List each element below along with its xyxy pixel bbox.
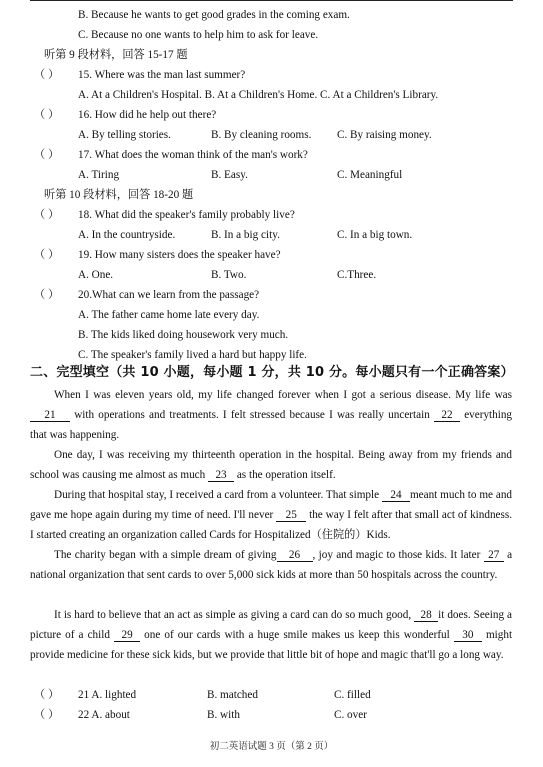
- q16-answer-paren[interactable]: （ ）: [34, 109, 60, 121]
- passage-paragraph-1: [30, 385, 512, 445]
- q16-option-b: B. By cleaning rooms.: [211, 129, 312, 141]
- p5-text-d: might provide medicine for these sick kids, but we provide that little bit of hope and magic that'll go a long way.: [30, 629, 513, 661]
- p3-text-a: During that hospital stay, I received a card from a volunteer. That simple: [54, 489, 380, 501]
- p1-text-c: everything that was happening.: [30, 409, 513, 441]
- passage-paragraph-3: [30, 485, 512, 545]
- passage-paragraph-5: [30, 605, 512, 665]
- p2-text-b: as the operation itself.: [236, 469, 336, 481]
- blank-21[interactable]: 21: [30, 409, 70, 422]
- q18-option-a: A. In the countryside.: [78, 229, 176, 241]
- q20-option-b: B. The kids liked doing housework very much.: [78, 329, 289, 341]
- q19-answer-paren[interactable]: （ ）: [34, 249, 60, 261]
- q15-options: A. At a Children's Hospital. B. At a Children's Home. C. At a Children's Library.: [78, 89, 439, 101]
- p5-text-c: one of our cards with a huge smile makes us keep this wonderful: [144, 629, 450, 641]
- q18-answer-paren[interactable]: （ ）: [34, 209, 60, 221]
- q19-question: 19. How many sisters does the speaker have?: [78, 249, 281, 261]
- page-footer: 初二英语试题 3 页（第 2 页）: [209, 742, 334, 752]
- q21-answer-paren[interactable]: （ ）: [34, 689, 60, 701]
- q18-option-c: C. In a big town.: [337, 229, 413, 241]
- q20-question: 20.What can we learn from the passage?: [78, 289, 260, 301]
- q19-option-b: B. Two.: [211, 269, 247, 281]
- passage-paragraph-4: [30, 545, 512, 585]
- p1-text-a: When I was eleven years old, my life changed forever when I got a serious disease. My life was: [54, 389, 512, 401]
- q17-answer-paren[interactable]: （ ）: [34, 149, 60, 161]
- q18-option-b: B. In a big city.: [211, 229, 280, 241]
- p3-text-c: the way I felt after that small act of kindness. I started creating an organization called Cards for Hospitalized（住院的）Kids.: [30, 509, 513, 541]
- blank-28[interactable]: 28: [414, 609, 438, 622]
- top-rule: [30, 0, 513, 1]
- blank-22[interactable]: 22: [434, 409, 460, 422]
- p4-text-a: The charity began with a simple dream of giving: [54, 549, 277, 561]
- q17-question: 17. What does the woman think of the man's work?: [78, 149, 308, 161]
- listening-instruction-10: 听第 10 段材料，回答 18-20 题: [44, 189, 194, 201]
- q22-option-c: C. over: [334, 709, 367, 721]
- p5-text-b: it does. Seeing a picture of a child: [30, 609, 513, 641]
- q21-option-c: C. filled: [334, 689, 371, 701]
- section-2-title: 二、完型填空（共 10 小题，每小题 1 分，共 10 分。每小题只有一个正确答案）: [30, 365, 514, 380]
- blank-25[interactable]: 25: [276, 509, 306, 522]
- q16-option-a: A. By telling stories.: [78, 129, 171, 141]
- q19-option-a: A. One.: [78, 269, 114, 281]
- q17-option-c: C. Meaningful: [337, 169, 403, 181]
- q16-option-c: C. By raising money.: [337, 129, 432, 141]
- p3-text-b: meant much to me and gave me hope again during my time of need. I'll never: [30, 489, 513, 521]
- q20-answer-paren[interactable]: （ ）: [34, 289, 60, 301]
- p1-text-b: with operations and treatments. I felt stressed because I was really uncertain: [74, 409, 430, 421]
- q14-option-b: B. Because he wants to get good grades in the coming exam.: [78, 9, 350, 21]
- q16-question: 16. How did he help out there?: [78, 109, 217, 121]
- q17-option-a: A. Tiring: [78, 169, 120, 181]
- q17-option-b: B. Easy.: [211, 169, 248, 181]
- blank-26[interactable]: 26: [277, 549, 313, 562]
- q20-option-c: C. The speaker's family lived a hard but happy life.: [78, 349, 307, 361]
- q14-option-c: C. Because no one wants to help him to ask for leave.: [78, 29, 319, 41]
- blank-29[interactable]: 29: [114, 629, 140, 642]
- blank-27[interactable]: 27: [484, 549, 504, 562]
- blank-24[interactable]: 24: [382, 489, 410, 502]
- q22-option-b: B. with: [207, 709, 240, 721]
- q21-option-b: B. matched: [207, 689, 258, 701]
- p4-text-b: , joy and magic to those kids. It later: [312, 549, 481, 561]
- q15-answer-paren[interactable]: （ ）: [34, 69, 60, 81]
- p4-text-c: a national organization that sent cards to over 5,000 sick kids at more than 50 hospitals across the country.: [30, 549, 513, 581]
- passage-paragraph-2: [30, 445, 512, 485]
- p2-text-a: One day, I was receiving my thirteenth operation in the hospital. Being away from my friends and school was causing me almost as much: [30, 449, 512, 481]
- q15-question: 15. Where was the man last summer?: [78, 69, 246, 81]
- q21-option-a: 21 A. lighted: [78, 689, 137, 701]
- blank-30[interactable]: 30: [454, 629, 482, 642]
- blank-23[interactable]: 23: [208, 469, 234, 482]
- q19-option-c: C.Three.: [337, 269, 377, 281]
- q20-option-a: A. The father came home late every day.: [78, 309, 260, 321]
- q18-question: 18. What did the speaker's family probably live?: [78, 209, 295, 221]
- q22-option-a: 22 A. about: [78, 709, 130, 721]
- q22-answer-paren[interactable]: （ ）: [34, 709, 60, 721]
- p5-text-a: It is hard to believe that an act as simple as giving a card can do so much good,: [54, 609, 412, 621]
- listening-instruction-9: 听第 9 段材料，回答 15-17 题: [44, 49, 188, 61]
